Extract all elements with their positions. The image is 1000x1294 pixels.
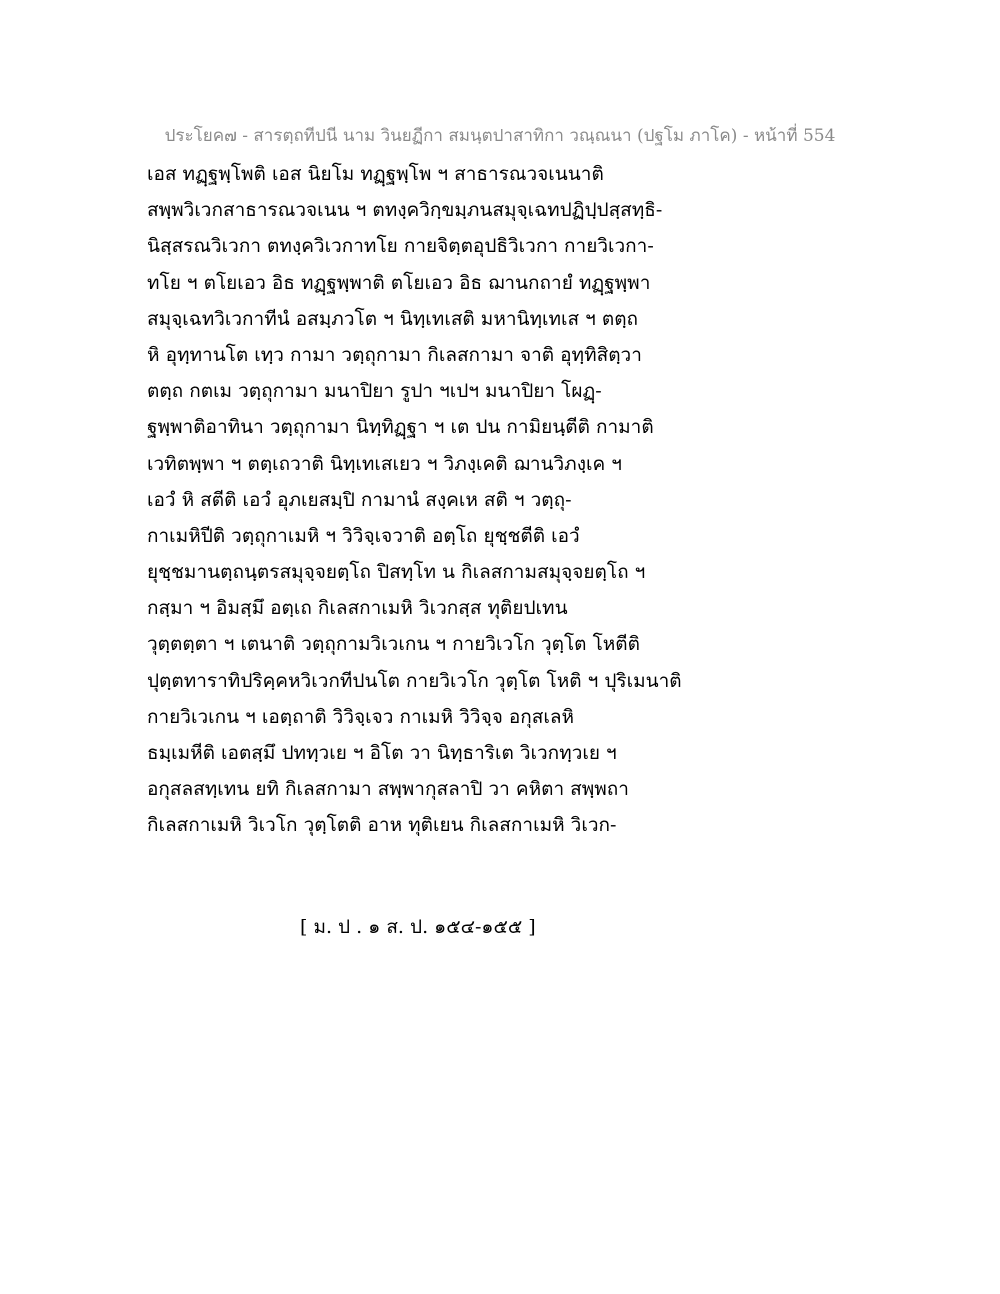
text-line-18: อกุสลสทฺเทน ยทิ กิเลสกามา สพฺพากุสลาปิ วา คหิตา สพฺพถา [147, 778, 629, 801]
text-line-2: สพฺพวิเวกสาธารณวจเนน ฯ ตทงฺควิกฺขมฺภนสมุจฺเฉทปฏิปฺปสฺสทฺธิ- [147, 199, 663, 222]
text-line-19: กิเลสกาเมหิ วิเวโก วุตฺโตติ อาห ทุติเยน กิเลสกาเมหิ วิเวก- [147, 814, 617, 837]
body-text [147, 156, 707, 844]
text-line-3: นิสฺสรณวิเวกา ตทงฺควิเวกาทโย กายจิตฺตอุปธิวิเวกา กายวิเวกา- [147, 235, 654, 258]
page-header: ประโยค๗ - สารตฺถทีปนี นาม วินยฏีกา สมนฺตปาสาทิกา วณฺณนา (ปฐโม ภาโค) - หน้าที่ 554 [164, 126, 836, 146]
text-line-17: ธมฺเมหีติ เอตสฺมึ ปททฺวเย ฯ อิโต วา นิทฺธาริเต วิเวกทฺวเย ฯ [147, 742, 617, 764]
reference-citation: [ ม. ป . ๑ ส. ป. ๑๕๔-๑๕๕ ] [300, 916, 536, 938]
text-line-13: กสฺมา ฯ อิมสฺมึ อตฺเถ กิเลสกาเมหิ วิเวกสฺส ทุติยปเทน [147, 597, 568, 620]
text-line-4: ทโย ฯ ตโยเอว อิธ ทฏฺฐพฺพาติ ตโยเอว อิธ ฌานกถายํ ทฏฺฐพฺพา [147, 271, 651, 294]
text-line-10: เอวํ หิ สตีติ เอวํ อุภเยสมฺปิ กามานํ สงฺคเห สติ ฯ วตฺถุ- [147, 488, 572, 511]
text-line-8: ฐพฺพาติอาทินา วตฺถุกามา นิทฺทิฏฺฐา ฯ เต ปน กามิยนฺตีติ กามาติ [147, 416, 654, 439]
text-line-12: ยุชฺชมานตฺถนฺตรสมุจฺจยตฺโถ ปิสทฺโท น กิเลสกามสมุจฺจยตฺโถ ฯ [147, 561, 646, 584]
text-line-6: หิ อุทฺทานโต เทฺว กามา วตฺถุกามา กิเลสกามา จาติ อุทฺทิสิตฺวา [147, 343, 642, 366]
text-line-7: ตตฺถ กตเม วตฺถุกามา มนาปิยา รูปา ฯเปฯ มนาปิยา โผฏฺ- [147, 380, 602, 403]
text-line-11: กาเมหิปีติ วตฺถุกาเมหิ ฯ วิวิจฺเจวาติ อตฺโถ ยุชฺชตีติ เอวํ [147, 524, 580, 547]
text-line-15: ปุตฺตทาราทิปริคฺคหวิเวกทีปนโต กายวิเวโก วุตฺโต โหติ ฯ ปุริเมนาติ [147, 669, 682, 692]
text-line-1: เอส ทฏฺฐพฺโพติ เอส นิยโม ทฏฺฐพฺโพ ฯ สาธารณวจเนนาติ [147, 163, 604, 185]
text-line-14: วุตฺตตฺตา ฯ เตนาติ วตฺถุกามวิเวเกน ฯ กายวิเวโก วุตฺโต โหตีติ [147, 633, 640, 656]
text-line-5: สมุจฺเฉทวิเวกาทีนํ อสมฺภวโต ฯ นิทฺเทเสติ มหานิทฺเทเส ฯ ตตฺถ [147, 307, 639, 330]
text-line-16: กายวิเวเกน ฯ เอตฺถาติ วิวิจฺเจว กาเมหิ วิวิจฺจ อกุสเลหิ [147, 705, 575, 728]
text-line-9: เวทิตพฺพา ฯ ตตฺเถวาติ นิทฺเทเสเยว ฯ วิภงฺเคติ ฌานวิภงฺเค ฯ [147, 452, 622, 475]
